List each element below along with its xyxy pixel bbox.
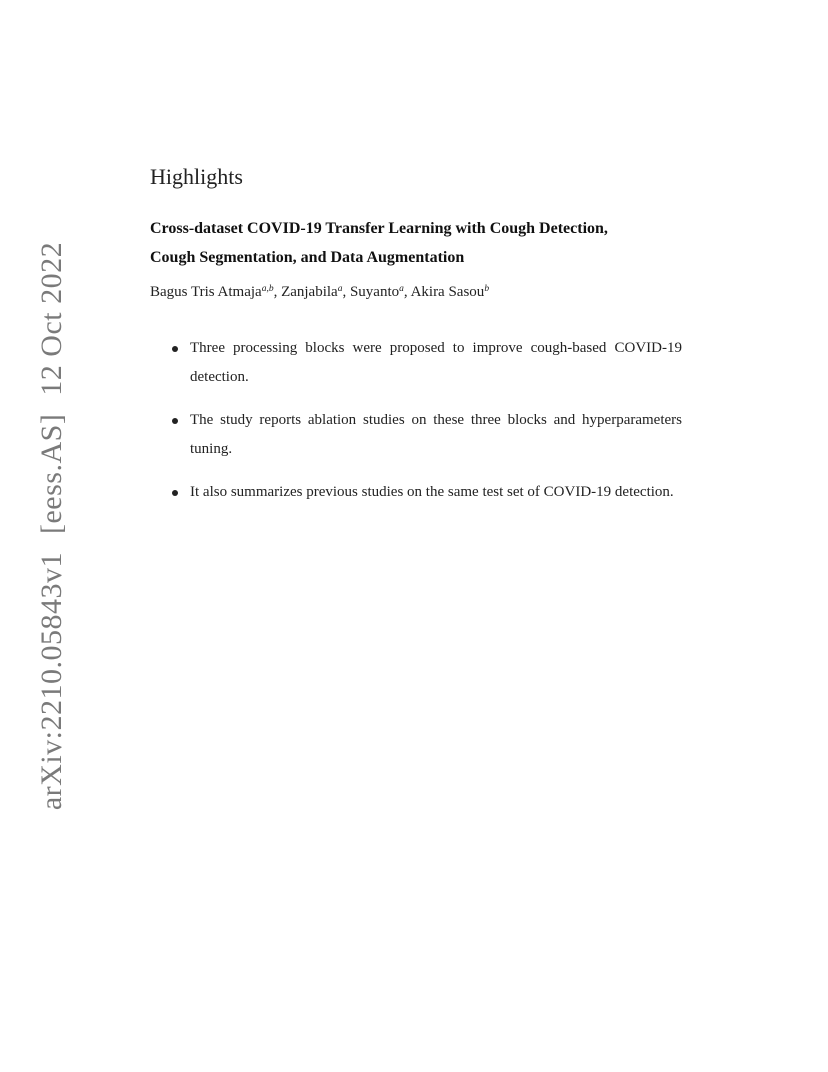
author-name: Suyanto: [349, 284, 400, 300]
highlight-item: [172, 406, 682, 464]
highlight-item: [172, 334, 682, 392]
paper-title: [150, 214, 690, 272]
author-separator: ,: [342, 284, 350, 300]
paper-title-line-1: Cross-dataset COVID-19 Transfer Learning with Cough Detection,: [150, 220, 608, 237]
author: [411, 284, 490, 300]
paper-title-line-2: Cough Segmentation, and Data Augmentation: [150, 249, 465, 266]
author-name: Akira Sasou: [410, 284, 485, 300]
author: [350, 284, 411, 300]
author-name: Bagus Tris Atmaja: [150, 284, 262, 300]
author-separator: ,: [273, 284, 282, 300]
author-separator: ,: [403, 284, 411, 300]
bullet-icon: [172, 418, 178, 424]
highlight-text: Three processing blocks were proposed to improve cough-based COVID-19 detection.: [190, 340, 682, 385]
section-heading: Highlights: [150, 164, 243, 189]
highlight-text: The study reports ablation studies on these three blocks and hyperparameters tuning.: [190, 412, 682, 457]
bullet-icon: [172, 346, 178, 352]
author-name: Zanjabila: [281, 284, 338, 300]
author-affiliation: a,b: [261, 283, 274, 294]
author: [150, 284, 281, 300]
author-list: [150, 284, 489, 301]
arxiv-date: 12 Oct 2022: [35, 241, 68, 396]
arxiv-id: arXiv:2210.05843v1: [35, 552, 68, 811]
bullet-icon: [172, 490, 178, 496]
author-affiliation: b: [484, 283, 490, 294]
author-affiliation: a: [337, 283, 343, 294]
highlight-text: It also summarizes previous studies on the same test set of COVID-19 detection.: [190, 484, 674, 500]
highlights-list: [172, 334, 682, 521]
author-affiliation: a: [399, 283, 404, 294]
arxiv-side-stamp: [35, 242, 69, 810]
author: [281, 284, 350, 300]
highlight-item: [172, 478, 682, 507]
arxiv-category: [eess.AS]: [35, 413, 68, 534]
